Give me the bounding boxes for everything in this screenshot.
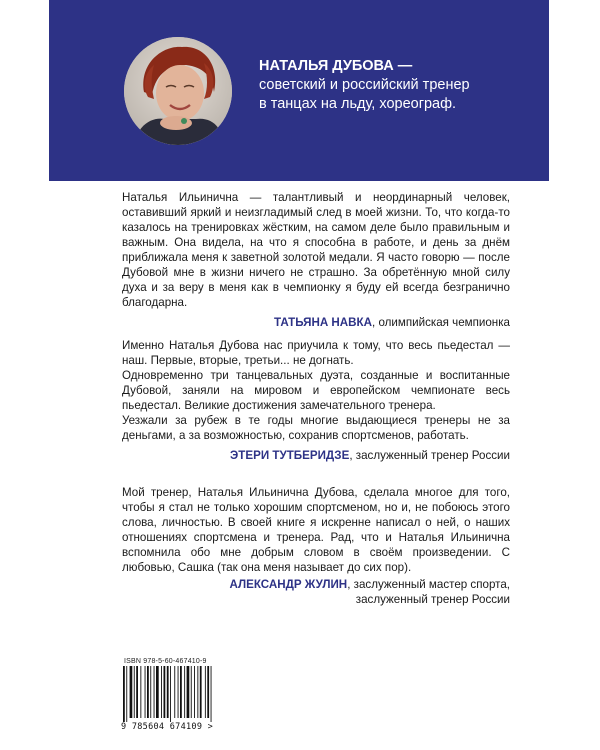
author-title: , заслуженный мастер спорта,	[347, 578, 510, 591]
barcode-bar	[180, 666, 182, 718]
barcode-bar	[200, 666, 202, 718]
quote-1-author	[110, 315, 510, 330]
isbn-label: ISBN 978-5-60-467410-9	[124, 658, 207, 665]
barcode-bar	[136, 666, 138, 718]
barcode-bar	[205, 666, 206, 718]
barcode-bar	[211, 666, 212, 722]
portrait-image	[124, 37, 232, 145]
headline-line-3: в танцах на льду, хореограф.	[259, 96, 457, 112]
barcode-digits: 9 785604 674109 >	[121, 722, 214, 732]
author-portrait	[124, 37, 232, 145]
barcode-bar	[145, 666, 146, 718]
author-title: , заслуженный тренер России	[349, 449, 510, 462]
book-back-cover	[49, 0, 549, 750]
barcode-bar	[197, 666, 198, 718]
barcode-bar	[187, 666, 190, 718]
headline-line-2: советский и российский тренер	[259, 77, 470, 93]
barcode-bar	[130, 666, 133, 718]
quote-paragraph: Одновременно три танцевальных дуэта, созданные и воспитанные Дубовой, заняли на мировом и европейском чемпионате весь пьедестал. Великие достижения замечательного тренера.	[122, 369, 510, 412]
barcode-bar	[194, 666, 195, 718]
barcode-bar	[170, 666, 171, 722]
author-name: АЛЕКСАНДР ЖУЛИН	[229, 578, 348, 591]
quote-paragraph: Именно Наталья Дубова нас приучила к тому, что весь пьедестал — наш. Первые, вторые, третьи... не догнать.	[122, 339, 510, 367]
quote-paragraph: Мой тренер, Наталья Ильинична Дубова, сделала многое для того, чтобы я стал не только хорошим спортсменом, но и, не побоюсь этого слова, личностью. В своей книге я искренне написал о ней, о наших отношениях спортсмена и тренера. Рад, что и Наталья Ильинична вспомнила обо мне добрым словом в своём произведении. С любовью, Сашка (так она меня называет до сих пор).	[122, 486, 510, 574]
barcode-bar	[123, 666, 125, 722]
barcode-bar	[156, 666, 159, 718]
barcode-bar	[184, 666, 185, 718]
quote-1	[122, 190, 510, 310]
barcode-bar	[174, 666, 175, 718]
quote-3	[122, 485, 510, 575]
headline-name: НАТАЛЬЯ ДУБОВА —	[259, 58, 413, 74]
quote-paragraph: Наталья Ильинична — талантливый и неординарный человек, оставивший яркий и неизгладимый след в моей жизни. То, что когда-то казалось на тренировках жёстким, на самом деле было правильным и важным. Она видела, на что я способна в работе, и день за днём приближала меня к заветной золотой медали. Я часто говорю — после Дубовой мне в жизни ничего не страшно. За обретённую мной силу духа и за веру в меня как в чемпионку я буду ей всегда безгранично благодарна.	[122, 191, 510, 309]
barcode-bar	[134, 666, 135, 718]
barcode	[119, 666, 239, 722]
barcode-bar	[154, 666, 155, 718]
barcode-bar	[126, 666, 127, 722]
author-title: , олимпийская чемпионка	[372, 316, 510, 329]
barcode-bar	[167, 666, 169, 718]
barcode-bar	[164, 666, 166, 718]
author-title-2: заслуженный тренер России	[355, 593, 510, 606]
barcode-bar	[140, 666, 141, 718]
header-band	[49, 0, 549, 181]
author-name: ТАТЬЯНА НАВКА	[274, 316, 372, 329]
quote-paragraph: Уезжали за рубеж в те годы многие выдающиеся тренеры не за деньгами, а за возможностью, сохранив спортсменов, работать.	[122, 414, 510, 442]
author-name: ЭТЕРИ ТУТБЕРИДЗЕ	[230, 449, 350, 462]
headline	[259, 57, 539, 114]
barcode-bar	[150, 666, 151, 718]
barcode-bar	[191, 666, 192, 718]
quote-3-author	[110, 577, 510, 607]
quote-2	[122, 338, 510, 443]
barcode-bar	[161, 666, 162, 718]
barcode-bar	[147, 666, 149, 718]
barcode-bar	[178, 666, 179, 718]
quote-2-author	[110, 448, 510, 463]
barcode-bar	[207, 666, 209, 718]
